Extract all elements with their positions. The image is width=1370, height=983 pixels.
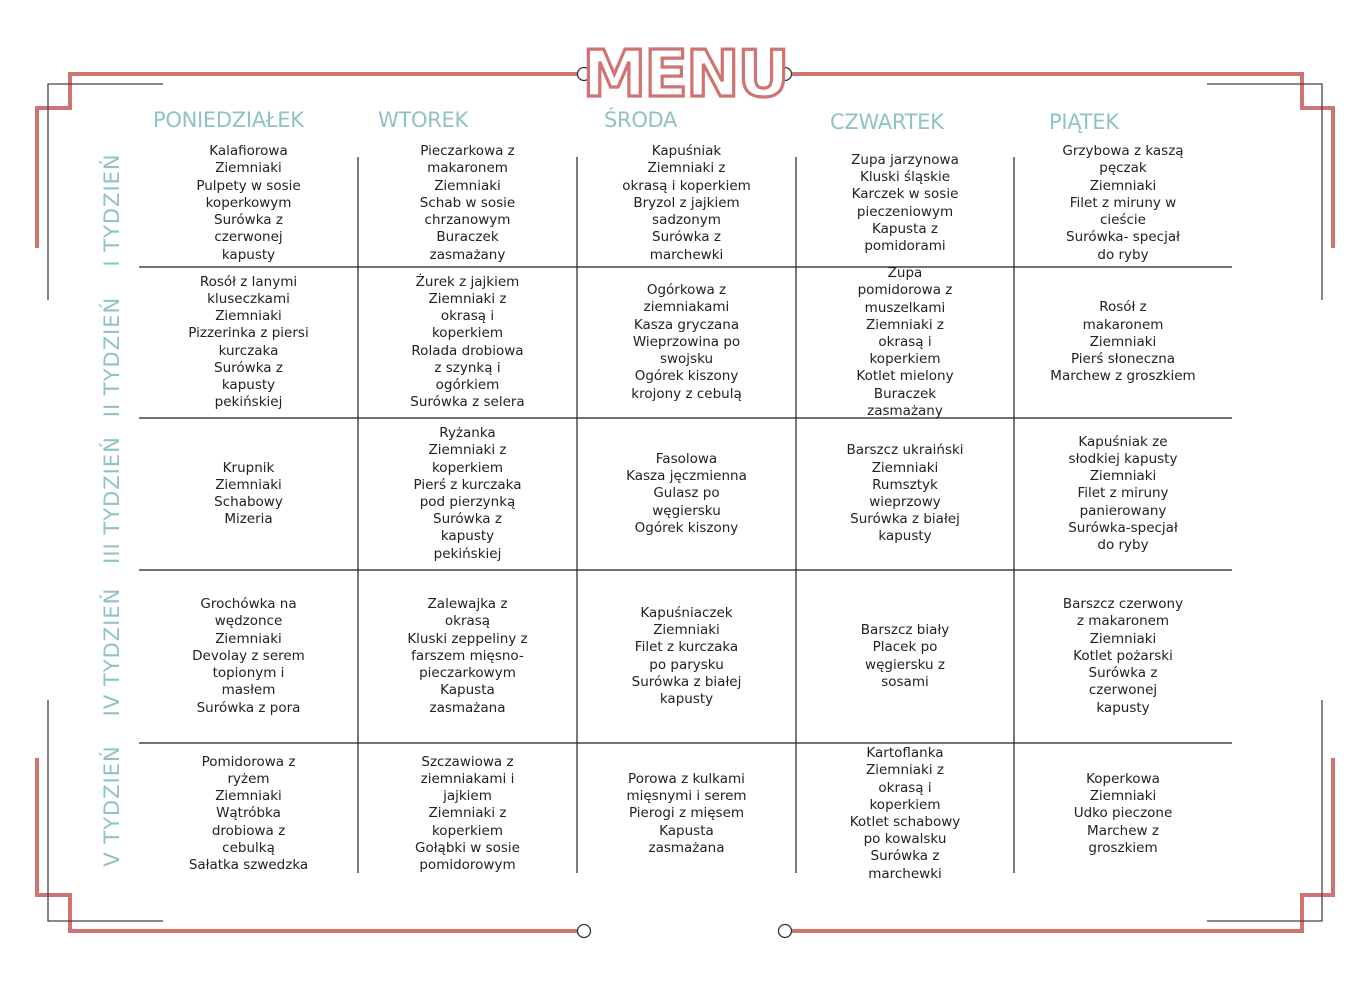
- menu-cell: [1014, 743, 1232, 885]
- menu-cell: [577, 267, 796, 418]
- menu-cell-text: Kapuśniak Ziemniaki z okrasą i koperkiem Bryzol z jajkiem sadzonym Surówka z marchewki: [622, 143, 751, 263]
- menu-title: [582, 30, 788, 112]
- menu-cell: [358, 570, 577, 743]
- menu-cell-text: Zupa jarzynowa Kluski śląskie Karczek w sosie pieczeniowym Kapusta z pomidorami: [851, 151, 959, 254]
- menu-cell: [358, 418, 577, 570]
- menu-cell: [577, 140, 796, 267]
- menu-cell: [358, 743, 577, 885]
- menu-cell: [358, 140, 577, 267]
- day-heading-monday: PONIEDZIAŁEK: [153, 108, 304, 132]
- menu-cell-text: Rosół z lanymi kluseczkami Ziemniaki Pizzerinka z piersi kurczaka Surówka z kapusty pekińskiej: [188, 273, 309, 411]
- menu-cell: [1014, 140, 1232, 267]
- menu-cell-text: Żurek z jajkiem Ziemniaki z okrasą i koperkiem Rolada drobiowa z szynką i ogórkiem Surówka z selera: [410, 273, 525, 411]
- menu-cell: [577, 418, 796, 570]
- menu-cell: [796, 418, 1014, 570]
- menu-cell: [1014, 267, 1232, 418]
- day-heading-thursday: CZWARTEK: [830, 110, 944, 134]
- menu-cell-text: Ogórkowa z ziemniakami Kasza gryczana Wieprzowina po swojsku Ogórek kiszony krojony z cebulą: [631, 282, 742, 402]
- week-label-4: IV TYDZIEŃ: [100, 587, 124, 717]
- menu-cell: [796, 140, 1014, 267]
- day-heading-wednesday: ŚRODA: [604, 108, 678, 132]
- menu-cell-text: Rosół z makaronem Ziemniaki Pierś słoneczna Marchew z groszkiem: [1050, 299, 1196, 385]
- menu-cell-text: Pieczarkowa z makaronem Ziemniaki Schab w sosie chrzanowym Buraczek zasmażany: [419, 143, 516, 263]
- menu-cell: [139, 140, 358, 267]
- menu-cell: [796, 267, 1014, 418]
- menu-cell: [1014, 570, 1232, 743]
- menu-cell-text: Fasolowa Kasza jęczmienna Gulasz po węgiersku Ogórek kiszony: [626, 450, 747, 536]
- menu-cell-text: Krupnik Ziemniaki Schabowy Mizeria: [214, 459, 283, 528]
- menu-cell-text: Barszcz biały Placek po węgiersku z sosami: [860, 622, 950, 690]
- menu-cell-text: Grochówka na wędzonce Ziemniaki Devolay z serem topionym i masłem Surówka z pora: [192, 596, 305, 716]
- week-label-1: I TYDZIEŃ: [100, 153, 124, 267]
- menu-cell-text: Kalafiorowa Ziemniaki Pulpety w sosie koperkowym Surówka z czerwonej kapusty: [196, 143, 301, 263]
- menu-cell: [577, 570, 796, 743]
- week-label-3: III TYDZIEŃ: [100, 436, 124, 564]
- menu-cell: [577, 743, 796, 885]
- menu-cell-text: Kartoflanka Ziemniaki z okrasą i koperkiem Kotlet schabowy po kowalsku Surówka z marchewki: [849, 745, 961, 882]
- menu-cell-text: Porowa z kulkami mięsnymi i serem Pierogi z mięsem Kapusta zasmażana: [626, 770, 747, 856]
- menu-cell-text: Barszcz ukraiński Ziemniaki Rumsztyk wieprzowy Surówka z białej kapusty: [846, 442, 964, 545]
- menu-cell: [139, 418, 358, 570]
- menu-cell-text: Kapuśniaczek Ziemniaki Filet z kurczaka po parysku Surówka z białej kapusty: [631, 604, 742, 707]
- menu-cell-text: Kapuśniak ze słodkiej kapusty Ziemniaki Filet z miruny panierowany Surówka-specjał do ryby: [1068, 433, 1178, 553]
- menu-cell-text: Koperkowa Ziemniaki Udko pieczone Marchew z groszkiem: [1073, 770, 1173, 856]
- day-heading-friday: PIĄTEK: [1049, 110, 1119, 134]
- menu-cell-text: Zupa pomidorowa z muszelkami Ziemniaki z okrasą i koperkiem Kotlet mielony Buraczek zasmażany: [856, 265, 954, 419]
- menu-cell: [358, 267, 577, 418]
- day-heading-tuesday: WTOREK: [378, 108, 468, 132]
- menu-cell: [796, 743, 1014, 885]
- menu-cell: [1014, 418, 1232, 570]
- frame-ornament-circle: [578, 925, 591, 938]
- menu-cell-text: Zalewajka z okrasą Kluski zeppeliny z farszem mięsno- pieczarkowym Kapusta zasmażana: [407, 596, 528, 716]
- week-label-2: II TYDZIEŃ: [100, 296, 124, 418]
- menu-cell-text: Grzybowa z kaszą pęczak Ziemniaki Filet z miruny w cieście Surówka- specjał do ryby: [1062, 143, 1184, 263]
- menu-cell: [796, 570, 1014, 743]
- menu-cell: [139, 743, 358, 885]
- menu-cell-text: Szczawiowa z ziemniakami i jajkiem Ziemniaki z koperkiem Gołąbki w sosie pomidorowym: [415, 753, 520, 873]
- menu-title-text: MENU: [582, 38, 788, 112]
- menu-cell-text: Barszcz czerwony z makaronem Ziemniaki Kotlet pożarski Surówka z czerwonej kapusty: [1062, 596, 1184, 716]
- menu-cell-text: Ryżanka Ziemniaki z koperkiem Pierś z kurczaka pod pierzynką Surówka z kapusty pekińskiej: [413, 425, 522, 562]
- week-label-5: V TYDZIEŃ: [100, 745, 124, 867]
- menu-cell: [139, 570, 358, 743]
- frame-ornament-circle: [779, 925, 792, 938]
- menu-cell: [139, 267, 358, 418]
- menu-cell-text: Pomidorowa z ryżem Ziemniaki Wątróbka drobiowa z cebulką Sałatka szwedzka: [188, 753, 309, 873]
